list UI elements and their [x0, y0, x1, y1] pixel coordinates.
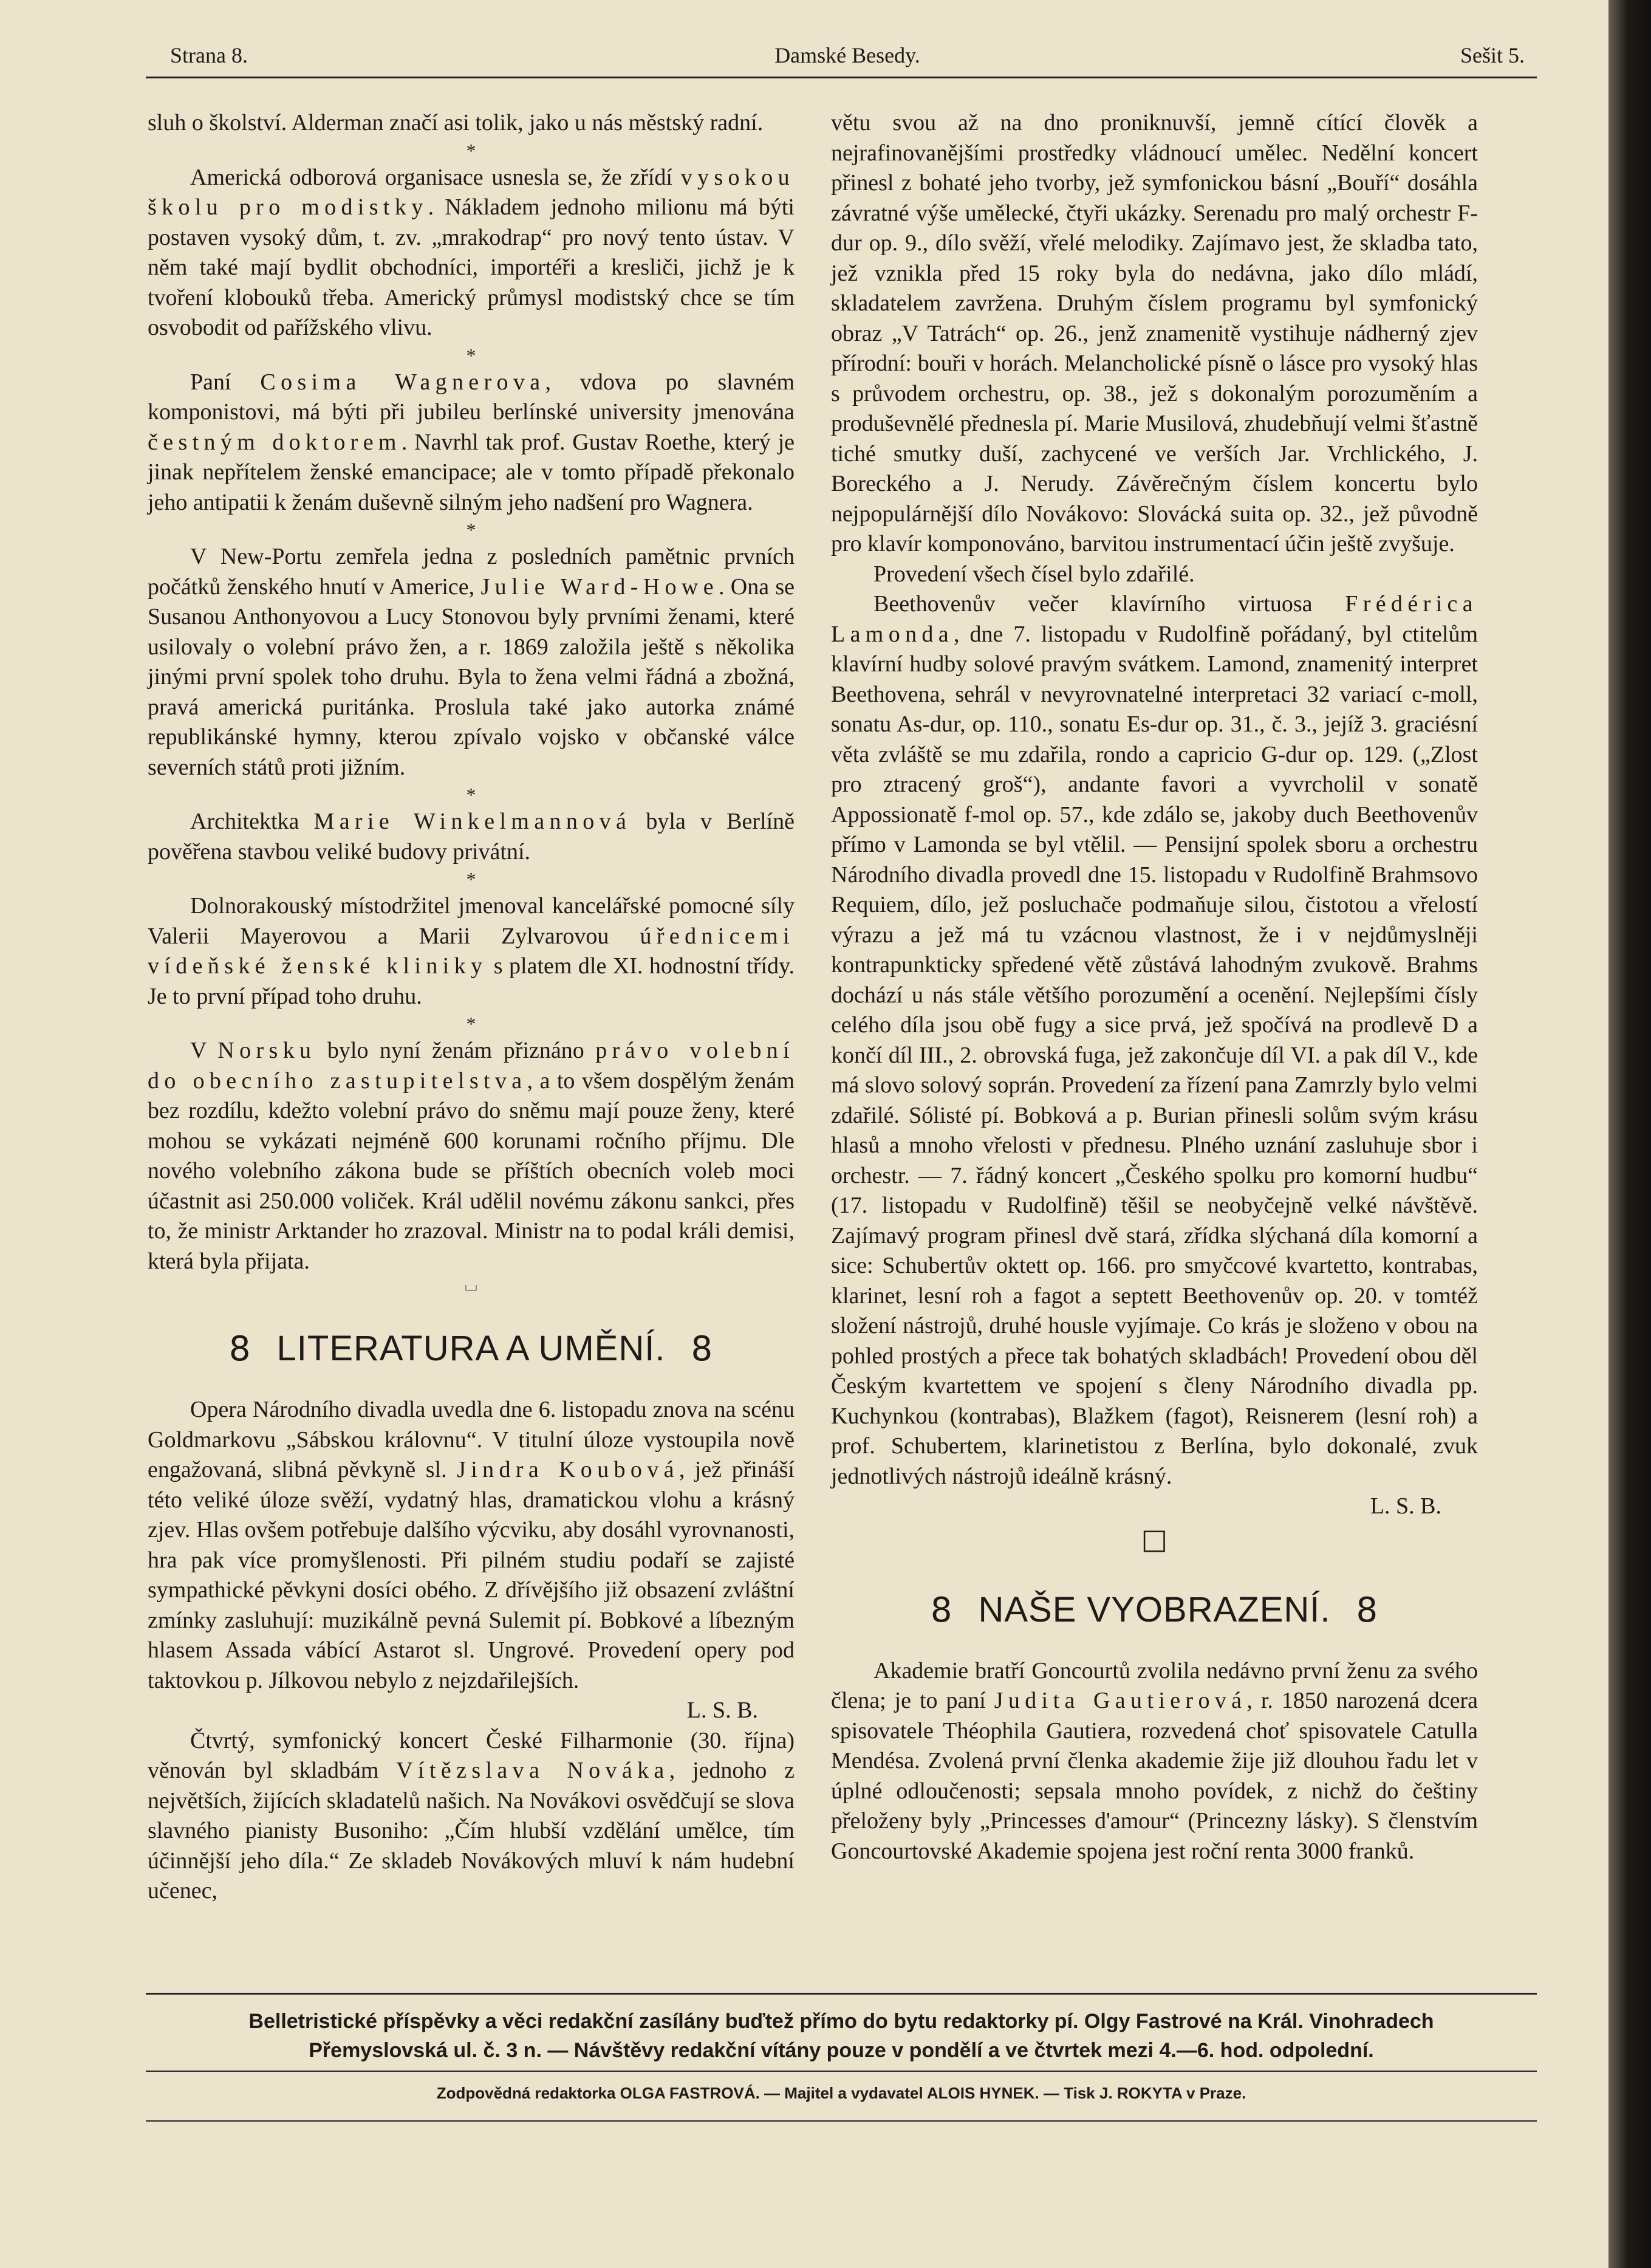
- notice-line-1: Belletristické příspěvky a věci redakční zasílány buďtež přímo do bytu redaktorky pí. Olgy Fastrové na Král. Vinohradech: [248, 2010, 1434, 2033]
- signature: L. S. B.: [1370, 1493, 1441, 1519]
- page-number: Strana 8.: [170, 43, 248, 67]
- paragraph-opera: Opera Národního divadla uvedla dne 6. listopadu znova na scénu Goldmarkovu „Sábskou královnu“. V titulní úloze vystoupila nově engažovaná, slibná pěvkyně sl. Jindra Koubová, jež přináší této veliké úloze svěží, vydatný hlas, dramatickou vlohu a krásný zjev. Hlas ovšem potřebuje dalšího výcviku, aby dosáhl vyrovnanosti, hra pak více promyšlenosti. Při pilném studiu podaří se zajisté sympathické pěvkyni dosíci obého. Z dřívějšího již obsazení zvláštní zmínky zasluhují: muzikálně pevná Sulemit pí. Bobkové a líbezným hlasem Assada vábící Astarot sl. Ungrové. Provedení opery pod taktovkou p. Jílkovou nebylo z nejzdařilejších.: [148, 1397, 795, 1693]
- paragraph-novak-concert: Čtvrtý, symfonický koncert České Filharmonie (30. října) věnován byl skladbám Vítězslava Nováka, jednoho z největších, žijících skladatelů našich. Na Novákovi osvědčují se slova slavného pianisty Busoniho: „Čím hlubší vzdělání umělce, tím účinnější jeho díla.“ Ze skladeb Novákových mluví k nám hudební učenec,: [148, 1727, 795, 1903]
- footer-rule: [146, 2071, 1537, 2072]
- end-mark: ⌴: [465, 1276, 477, 1295]
- section-ornament-right: 8: [691, 1329, 714, 1369]
- separator-star: *: [466, 868, 476, 890]
- separator-star: *: [466, 344, 476, 366]
- paragraph-modistky: Americká odborová organisace usnesla se, že zřídí vysokou školu pro modistky. Nákladem jednoho milionu má býti postaven vysoký dům, t. zv. „mrakodrap“ pro nový tento ústav. V něm také mají bydlit obchodníci, importéři a kresliči, jichž je k tvoření klobouků třeba. Americký průmysl modistský chce se tím osvobodit od pařížského vlivu.: [148, 164, 795, 340]
- separator-star: *: [466, 139, 476, 162]
- section-heading-vyobrazeni: 8 NAŠE VYOBRAZENÍ. 8: [930, 1589, 1379, 1630]
- paragraph-norway: V Norsku bylo nyní ženám přiznáno právo volební do obecního zastupitelstva, a to všem dospělým ženám bez rozdílu, kdežto volební právo do sněmu mají pouze ženy, které mohou se vykázati nejméně 600 korunami ročního příjmu. Dle nového volebního zákona bude se příštích obecních voleb moci účastnit asi 250.000 voliček. Král udělil novému zákonu sankci, přes to, že ministr Arktander ho zrazoval. Ministr na to podal králi demisi, která byla přijata.: [148, 1038, 795, 1274]
- notice-line-2: Přemyslovská ul. č. 3 n. — Návštěvy redakční vítány pouze v pondělí a ve čtvrtek mezi 4.—6. hod. odpolední.: [309, 2039, 1374, 2062]
- binding-edge: [1608, 0, 1651, 2268]
- section-ornament-left: 8: [930, 1590, 953, 1630]
- section-ornament-left: 8: [228, 1329, 251, 1369]
- paragraph-novak-continued: větu svou až na dno proniknuvší, jemně cítící člověk a nejrafinovanějšími prostředky vládnoucí umělec. Nedělní koncert přinesl z bohaté jeho tvorby, jež symfonickou básní „Bouří“ dosáhla závratné výše umělecké, čtyři ukázky. Serenadu pro malý orchestr F-dur op. 9., dílo svěží, vřelé melodiky. Zajímavo jest, že skladba tato, jež vznikla před 15 roky byla do nedávna, jako dílo mládí, skladatelem zavržena. Druhým číslem programu byl symfonický obraz „V Tatrách“ op. 26., jenž znamenitě vystihuje nádherný zjev přírodní: bouři v horách. Melancholické písně o lásce pro vysoký hlas s průvodem orchestru, op. 38., jež s dokonalým porozuměním a produševnělé přednesla pí. Marie Musilová, zhudebňují velmi šťastně tiché smutky duší, zachycené ve verších Jar. Vrchlického, J. Boreckého a J. Nerudy. Závěrečným číslem koncertu bylo nejpopulárnější dílo Novákovo: Slovácká suita op. 32., jež původně pro klavír komponováno, barvitou instrumentací účin ještě zvyšuje.: [831, 110, 1478, 557]
- right-column: [831, 108, 1478, 1866]
- magazine-title: Damské Besedy.: [774, 43, 920, 67]
- separator-star: *: [466, 784, 476, 806]
- running-head: [170, 43, 1525, 79]
- paragraph-winkelmann: Architektka Marie Winkelmannová byla v Berlíně pověřena stavbou veliké budovy privátní.: [148, 809, 795, 865]
- separator-star: *: [466, 519, 476, 541]
- separator-star: *: [466, 1013, 476, 1035]
- section-ornament-right: 8: [1356, 1590, 1379, 1630]
- paragraph-lamond: Beethovenův večer klavírního virtuosa Frédérica Lamonda, dne 7. listopadu v Rudolfině pořádaný, byl ctitelům klavírní hudby solové pravým svátkem. Lamond, znamenitý interpret Beethovena, sehrál v nevyrovnatelné interpretaci 32 variací c-moll, sonatu As-dur, op. 110., sonatu Es-dur op. 31., č. 3., jejíž 3. graciésní věta zvláště se mu zdařila, rondo a capricio G-dur op. 129. („Zlost pro ztracený groš“), andante favori a vyvrcholil v sonatě Appossionatě f-mol op. 57., kde zdálo se, jakoby duch Beethovenův přímo v Lamonda se byl vtělil. — Pensijní spolek sboru a orchestru Národního divadla provedl dne 15. listopadu v Rudolfině Brahmsovo Requiem, dílo, jež posluchače podmaňuje silou, čistotou a vřelostí výrazu a jež má tu vzácnou vlastnost, že i v nejdůmyslněji kontrapunkticky spředené větě zůstává lahodným zvukově. Brahms dochází u nás stále většího porozumění a ocenění. Nejlepšími čísly celého díla jsou obě fugy a sice prvá, jež spočívá na prodlevě D a končí díl III., 2. obrovská fuga, jež zakončuje díl VI. a pak díl V., kde má slovo solový soprán. Provedení za řízení pana Zamrzly bylo velmi zdařilé. Sólisté pí. Bobková a p. Burian přinesli solům svým krásu hlasů a mnoho vřelosti v přednesu. Plného uznání zasluhuje sbor i orchestr. — 7. řádný koncert „Českého spolku pro komorní hudbu“ (17. listopadu v Rudolfině) těšil se neobyčejně velké návštěvě. Zajímavý program přinesl dvě stará, zřídka slýchaná díla komorní a sice: Schubertův oktett op. 166. pro smyčcové kvartetto, kontrabas, klarinet, lesní roh a fagot a septett Beethovenův op. 20. v tomtéž složení nástrojů, druhé housle vyjímaje. Co krás je složeno v obou na pohled prostých a přece tak bohatých skladbách! Provedení obou děl Českým kvartettem ve spojení s členy Národního divadla pp. Kuchynkou (kontrabas), Blažkem (fagot), Reisnerem (lesní roh) a prof. Schubertem, klarinetistou z Berlína, bylo dokonalé, zvuk jednotlivých nástrojů ideálně krásný.: [831, 591, 1478, 1489]
- issue-number: Sešit 5.: [1460, 43, 1525, 67]
- section-heading-literatura: 8 LITERATURA A UMĚNÍ. 8: [228, 1329, 714, 1369]
- paragraph-clinic: Dolnorakouský místodržitel jmenoval kancelářské pomocné síly Valerii Mayerovou a Marii Zylvarovou úřednicemi vídeňské ženské kliniky s platem dle XI. hodnostní třídy. Je to první případ toho druhu.: [148, 893, 795, 1009]
- left-column: [148, 108, 795, 1907]
- editorial-notice: [146, 1993, 1537, 2065]
- paragraph-success: Provedení všech čísel bylo zdařilé.: [873, 561, 1195, 587]
- paragraph-goncourt: Akademie bratří Goncourtů zvolila nedávno první ženu za svého člena; je to paní Judita Gautierová, r. 1850 narozená dcera spisovatele Théophila Gautiera, rozvedená choť spisovatele Catulla Mendésa. Zvolená první členka akademie žije již dlouhou řadu let v úplné odloučenosti; sepsala mnoho povídek, z nichž do češtiny přeloženy byly „Princesses d'amour“ (Princezny lásky). S členstvím Goncourtovské Akademie spojena jest roční renta 3000 franků.: [831, 1657, 1478, 1864]
- footer-rule-bottom: [146, 2120, 1537, 2122]
- header-rule: [146, 77, 1537, 78]
- end-square: □: [1141, 1522, 1168, 1555]
- paragraph-school-note: sluh o školství. Alderman značí asi tolik, jako u nás městský radní.: [148, 110, 764, 135]
- paragraph-wagner: Paní Cosima Wagnerova, vdova po slavném komponistovi, má býti při jubileu berlínské university jmenována čestným doktorem. Navrhl tak prof. Gustav Roethe, který je jinak nepřítelem ženské emancipace; ale v tomto případě překonalo jeho antipatii k ženám duševně silným jeho nadšení pro Wagnera.: [148, 369, 795, 515]
- imprint-credits: Zodpovědná redaktorka OLGA FASTROVÁ. — Majitel a vydavatel ALOIS HYNEK. — Tisk J. ROKYTA v Praze.: [436, 2084, 1246, 2102]
- signature: L. S. B.: [686, 1698, 758, 1723]
- paragraph-ward-howe: V New-Portu zemřela jedna z posledních pamětnic prvních počátků ženského hnutí v Americe, Julie Ward-Howe. Ona se Susanou Anthonyovou a Lucy Stonovou byly prvními ženami, které usilovaly o volební právo žen, a r. 1869 založila ještě s několika jinými první spolek toho druhu. Byla to žena velmi řádná a zbožná, pravá americká puritánka. Proslula také jako autorka známé republikánské hymny, kterou zpívalo vojsko v občanské válce severních států proti jižním.: [148, 544, 795, 780]
